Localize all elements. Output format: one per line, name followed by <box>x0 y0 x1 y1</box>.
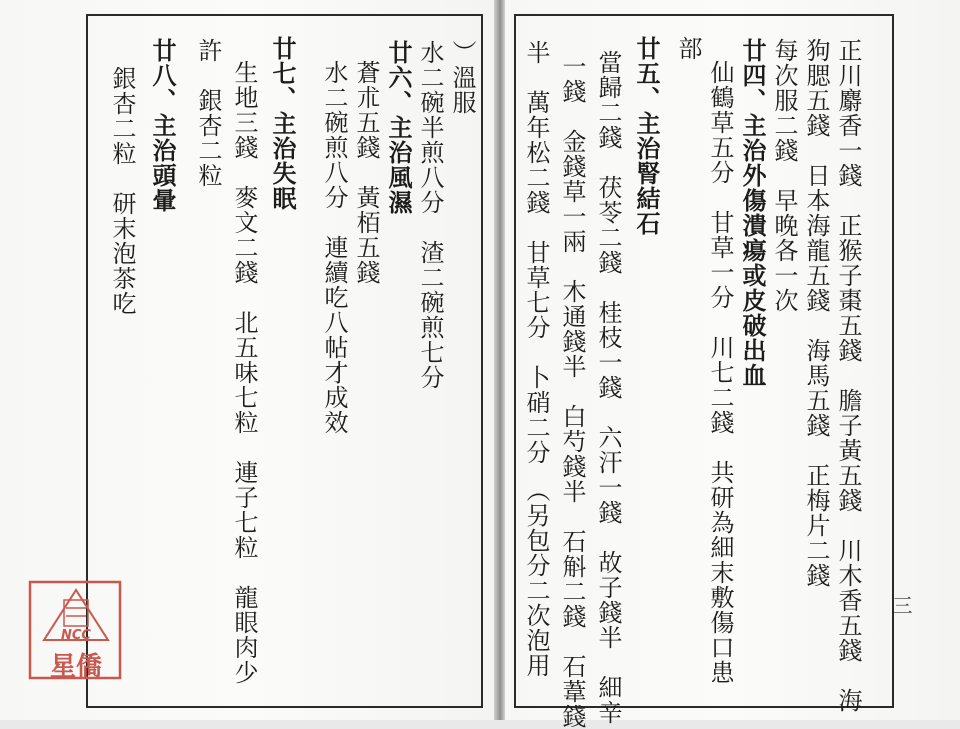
right-col-6: 部 <box>674 36 702 61</box>
watermark-label: 星僑 <box>49 652 102 682</box>
right-heading-24: 廿四、主治外傷潰瘍或皮破出血 <box>738 38 766 388</box>
page-number: 三 <box>889 595 913 615</box>
left-heading-28: 廿八、主治頭暈 <box>148 38 176 213</box>
right-col-10: 半 萬年松二錢 甘草七分 卜硝二分 （另包分二次泡用 <box>522 40 550 678</box>
right-col-2: 狗腮五錢 日本海龍五錢 海馬五錢 正梅片二錢 <box>802 38 830 588</box>
left-heading-26: 廿六、主治風濕 <box>384 40 412 215</box>
left-heading-27: 廿七、主治失眠 <box>268 36 296 211</box>
right-col-1: 正川麝香一錢 正猴子棗五錢 膽子黃五錢 川木香五錢 海 <box>834 38 862 713</box>
left-col-4: 蒼朮五錢 黃栢五錢 <box>352 60 380 285</box>
left-col-8: 許 銀杏二粒 <box>194 38 222 188</box>
left-col-5: 水二碗煎八分 連續吃八帖才成效 <box>320 60 348 435</box>
left-col-2: 水二碗半煎八分 渣二碗煎七分 <box>416 40 444 390</box>
right-col-8: 當歸二錢 茯苓二錢 桂枝一錢 六汗一錢 故子錢半 細辛 <box>594 50 622 725</box>
left-col-1: ）溫服 <box>448 40 476 115</box>
right-col-5: 仙鶴草五分 甘草一分 川七二錢 共研為細末敷傷口患 <box>706 60 734 685</box>
right-col-3: 每次服二錢 早晚各一次 <box>770 38 798 313</box>
left-col-7: 生地三錢 麥文二錢 北五味七粒 連子七粒 龍眼肉少 <box>230 60 258 685</box>
right-heading-25: 廿五、主治腎結石 <box>632 36 660 236</box>
watermark-ncc-text: NCC <box>61 628 91 643</box>
book-gutter <box>494 0 505 720</box>
left-col-10: 銀杏二粒 研末泡茶吃 <box>108 66 136 316</box>
right-col-9: 一錢 金錢草一兩 木通錢半 白芍錢半 石斛二錢 石葦錢 <box>558 54 586 729</box>
